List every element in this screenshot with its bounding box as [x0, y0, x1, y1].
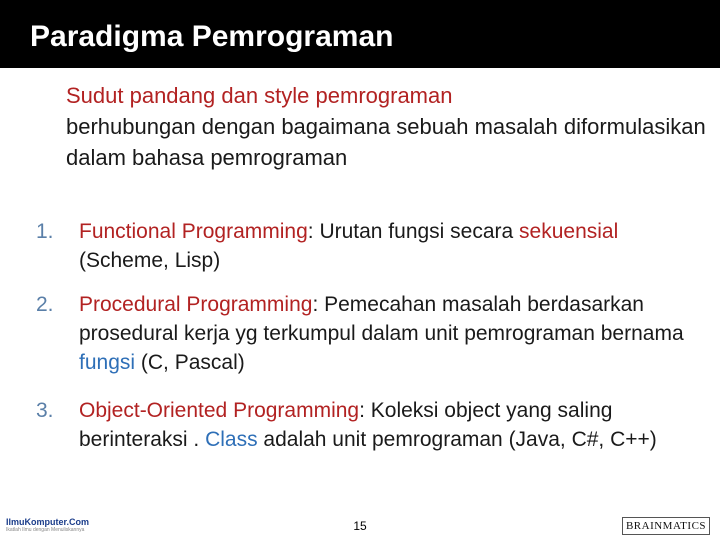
item-text-end: (Scheme, Lisp) [79, 249, 221, 272]
item-number: 3. [36, 399, 54, 422]
left-logo-tagline: Ikatlah Ilmu dengan Menuliskannya [6, 527, 85, 533]
ilmukomputer-logo [6, 517, 90, 535]
title-bar [0, 0, 720, 68]
item-text: Koleksi object yang saling berinteraksi . [79, 399, 613, 451]
item-term: Functional Programming [79, 220, 308, 243]
brainmatics-logo: BRAINMATICS [622, 517, 710, 535]
list-item-functional [36, 217, 696, 275]
list-item-procedural [36, 290, 696, 377]
intro-paragraph [66, 80, 706, 173]
item-text: Pemecahan masalah berdasarkan prosedural kerja yg terkumpul dalam unit pemrograman bernama [79, 293, 684, 345]
left-logo-text: IlmuKomputer.Com [6, 517, 90, 527]
page-number: 15 [353, 519, 367, 533]
intro-text: berhubungan dengan bagaimana sebuah masalah diformulasikan dalam bahasa pemrograman [66, 114, 706, 170]
slide-title: Paradigma Pemrograman [30, 20, 394, 53]
item-text-end: (C, Pascal) [135, 351, 245, 374]
item-text-end: adalah unit pemrograman (Java, C#, C++) [257, 428, 657, 451]
item-text: Urutan fungsi secara [319, 220, 520, 243]
list-item-oop [36, 396, 696, 454]
item-term: Procedural Programming [79, 293, 313, 316]
item-term: Object-Oriented Programming [79, 399, 360, 422]
item-accent: sekuensial [519, 220, 619, 243]
item-colon: : [312, 293, 325, 316]
item-accent: fungsi [79, 351, 136, 374]
item-colon: : [307, 220, 320, 243]
item-colon: : [359, 399, 371, 422]
item-number: 2. [36, 293, 54, 316]
item-accent: Class [205, 428, 258, 451]
item-number: 1. [36, 220, 54, 243]
intro-highlight: Sudut pandang dan style pemrograman [66, 83, 453, 108]
